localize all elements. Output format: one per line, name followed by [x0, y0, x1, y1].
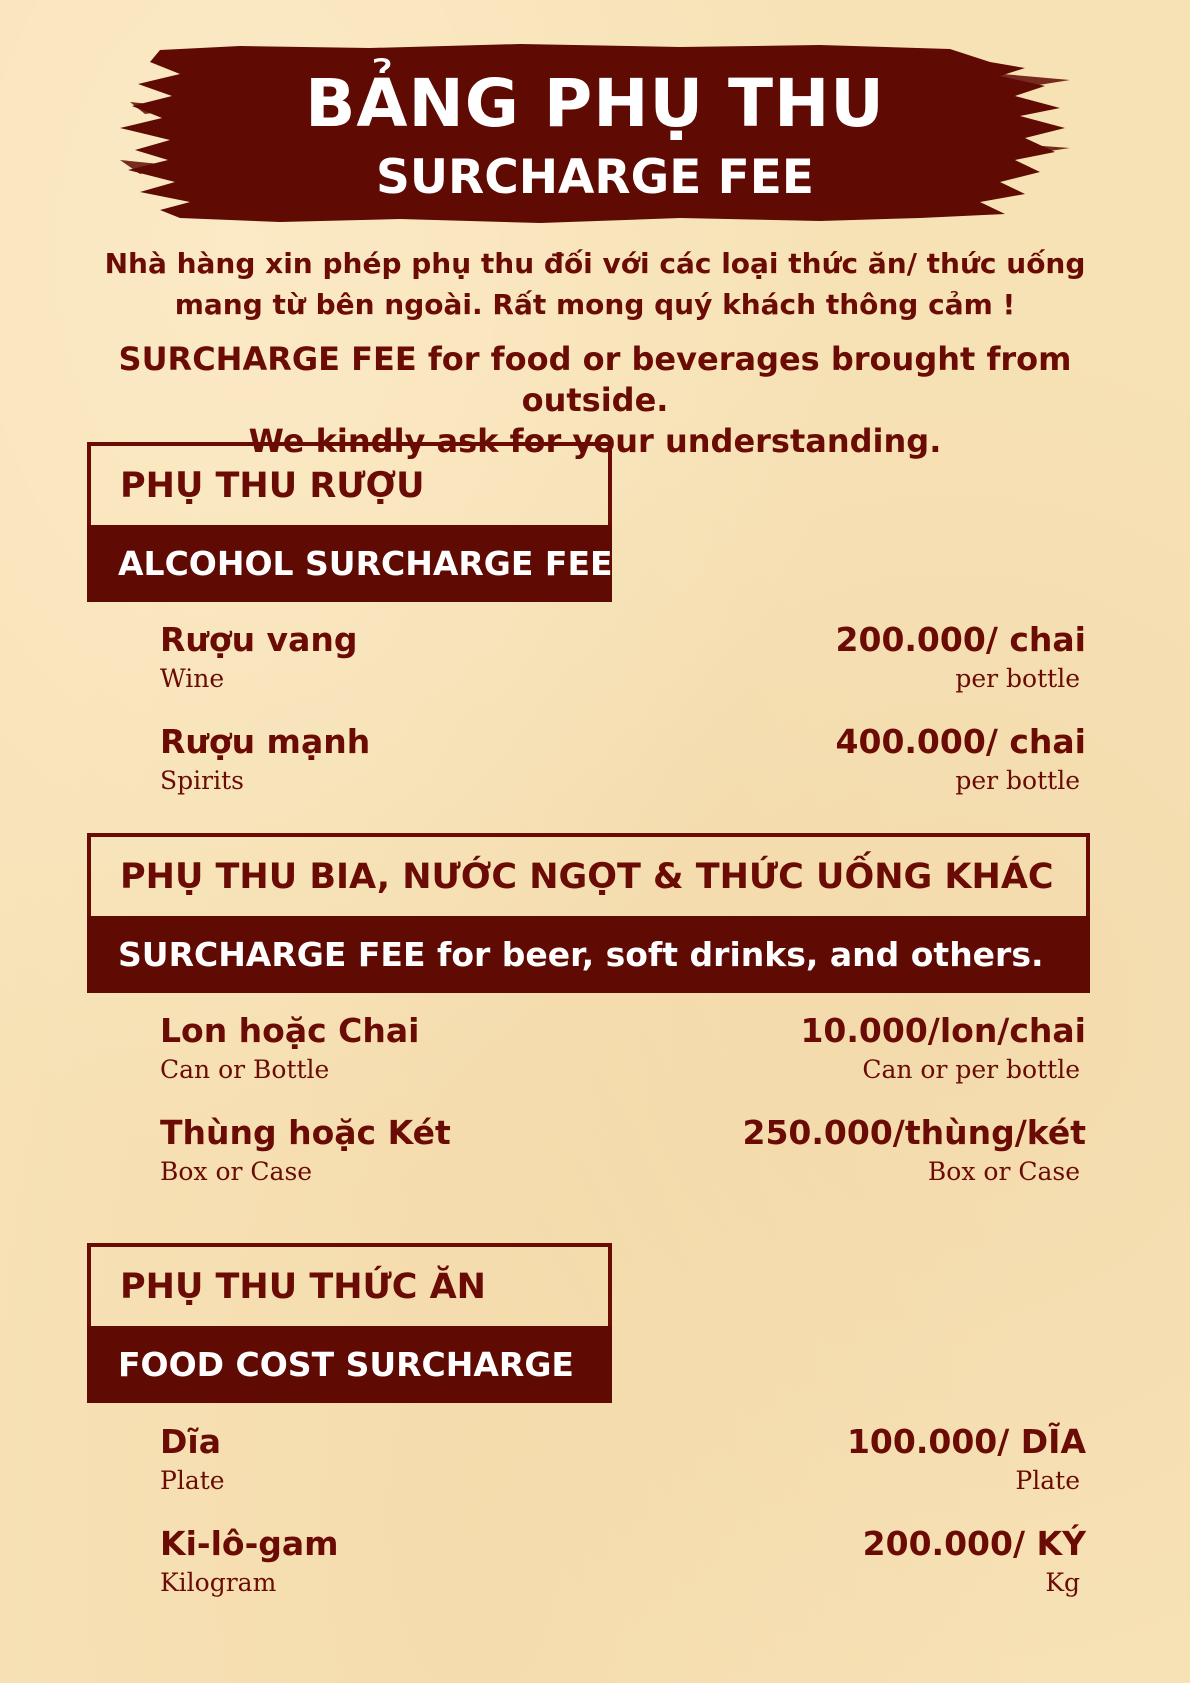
list-item	[160, 1524, 1086, 1614]
list-item	[160, 1422, 1086, 1512]
item-unit-en: per bottle	[955, 766, 1080, 795]
item-unit-en: Plate	[1015, 1466, 1080, 1495]
item-name-vi: Ki-lô-gam	[160, 1524, 339, 1563]
item-name-en: Wine	[160, 664, 225, 693]
item-name-vi: Dĩa	[160, 1422, 221, 1461]
item-price: 250.000/thùng/két	[742, 1113, 1086, 1152]
item-unit-en: Box or Case	[927, 1157, 1080, 1186]
item-unit-en: per bottle	[955, 664, 1080, 693]
item-name-vi: Lon hoặc Chai	[160, 1011, 420, 1050]
intro-vi-line-2: mang từ bên ngoài. Rất mong quý khách thông cảm !	[174, 288, 1016, 321]
item-name-vi: Rượu mạnh	[160, 722, 371, 761]
page-title: BẢNG PHỤ THU	[305, 65, 885, 142]
section-header-food	[87, 1243, 612, 1403]
item-unit-en: Kg	[1045, 1568, 1080, 1597]
item-name-vi: Thùng hoặc Két	[160, 1113, 451, 1152]
section-header-alcohol	[87, 442, 612, 602]
intro-en-line-1: SURCHARGE FEE for food or beverages brought from outside.	[118, 340, 1072, 419]
section-title-vi: PHỤ THU RƯỢU	[87, 442, 612, 525]
intro-en-line-2: We kindly ask for your understanding.	[248, 422, 942, 460]
intro-notice-vi	[40, 243, 1150, 325]
section-title-vi: PHỤ THU BIA, NƯỚC NGỌT & THỨC UỐNG KHÁC	[87, 833, 1090, 916]
section-title-en: SURCHARGE FEE for beer, soft drinks, and others.	[87, 916, 1090, 993]
list-item	[160, 1113, 1086, 1203]
item-name-en: Spirits	[160, 766, 244, 795]
page-subtitle: SURCHARGE FEE	[376, 150, 814, 205]
list-item	[160, 1011, 1086, 1101]
item-price: 200.000/ KÝ	[862, 1524, 1086, 1563]
item-price: 200.000/ chai	[835, 620, 1086, 659]
item-unit-en: Can or per bottle	[862, 1055, 1080, 1084]
item-name-en: Box or Case	[160, 1157, 313, 1186]
list-item	[160, 722, 1086, 812]
section-title-en: ALCOHOL SURCHARGE FEE	[87, 525, 612, 602]
item-name-en: Plate	[160, 1466, 225, 1495]
intro-vi-line-1: Nhà hàng xin phép phụ thu đối với các loại thức ăn/ thức uống	[104, 247, 1086, 280]
item-price: 400.000/ chai	[835, 722, 1086, 761]
section-header-beverages	[87, 833, 1090, 993]
item-price: 10.000/lon/chai	[800, 1011, 1086, 1050]
header-banner	[120, 42, 1070, 232]
section-title-en: FOOD COST SURCHARGE	[87, 1326, 612, 1403]
item-price: 100.000/ DĨA	[846, 1422, 1086, 1461]
item-name-en: Can or Bottle	[160, 1055, 330, 1084]
item-name-vi: Rượu vang	[160, 620, 358, 659]
list-item	[160, 620, 1086, 710]
item-name-en: Kilogram	[160, 1568, 277, 1597]
section-title-vi: PHỤ THU THỨC ĂN	[87, 1243, 612, 1326]
